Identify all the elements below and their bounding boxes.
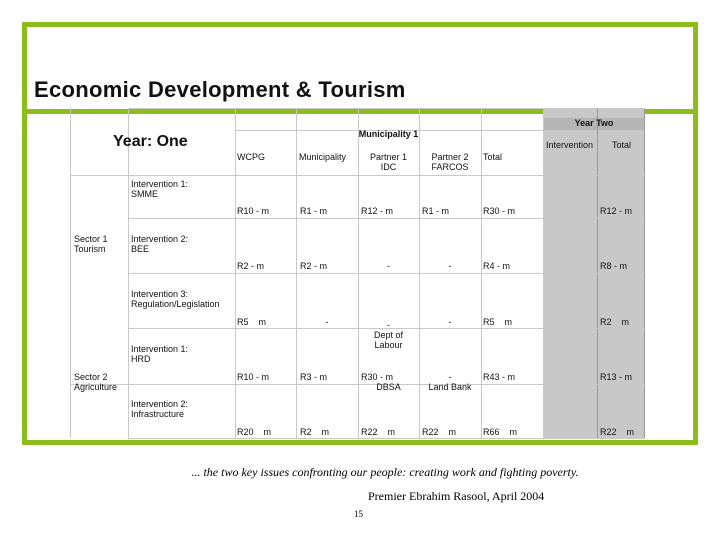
cell-partner2: - bbox=[448, 261, 452, 271]
cell-partner2: R1 - m bbox=[422, 206, 449, 216]
cell-municipality: R2 - m bbox=[300, 261, 327, 271]
sector-label: Sector 1 bbox=[74, 234, 108, 244]
col-header-wcpg: WCPG bbox=[237, 152, 265, 162]
col-header-total: Total bbox=[483, 152, 503, 162]
title-bar bbox=[27, 27, 693, 114]
grid-line bbox=[128, 273, 645, 274]
cell-partner2-note: Land Bank bbox=[428, 382, 472, 392]
cell-total: R30 - m bbox=[483, 206, 516, 216]
cell-y2-total: R13 - m bbox=[600, 372, 633, 382]
year-two-header: Year Two bbox=[574, 118, 614, 128]
intervention-name: SMME bbox=[131, 189, 158, 199]
cell-wcpg: R10 - m bbox=[237, 206, 270, 216]
col-header-y2-intervention: Intervention bbox=[546, 140, 594, 150]
sector-label: Tourism bbox=[74, 244, 106, 254]
cell-partner1: R12 - m bbox=[361, 206, 394, 216]
intervention-name: HRD bbox=[131, 354, 151, 364]
cell-partner1-note: DBSA bbox=[376, 382, 401, 392]
cell-partner1-note: Labour bbox=[374, 340, 403, 350]
quote-attribution: Premier Ebrahim Rasool, April 2004 bbox=[368, 489, 545, 503]
cell-partner1-note: Dept of bbox=[373, 330, 404, 340]
grid-line bbox=[128, 218, 645, 219]
intervention-label: Intervention 2: bbox=[131, 399, 189, 409]
cell-partner1: R22 m bbox=[361, 427, 396, 437]
col-header-municipality: Municipality bbox=[299, 152, 347, 162]
cell-partner2: - bbox=[448, 372, 452, 382]
cell-municipality: R2 m bbox=[300, 427, 330, 437]
grid-line bbox=[70, 175, 645, 176]
cell-municipality: R1 - m bbox=[300, 206, 327, 216]
cell-wcpg: R20 m bbox=[237, 427, 272, 437]
cell-total: R43 - m bbox=[483, 372, 516, 382]
cell-wcpg: R5 m bbox=[237, 317, 267, 327]
cell-wcpg: R2 - m bbox=[237, 261, 264, 271]
intervention-name: BEE bbox=[131, 244, 150, 254]
cell-partner1: - bbox=[387, 320, 390, 330]
municipality-group-header: Municipality 1 bbox=[358, 129, 419, 139]
sector-label: Agriculture bbox=[74, 382, 118, 392]
grid-line bbox=[128, 108, 645, 109]
year-one-heading: Year: One bbox=[113, 133, 188, 150]
cell-municipality: R3 - m bbox=[300, 372, 327, 382]
intervention-label: Intervention 1: bbox=[131, 344, 189, 354]
col-header-partner2: Partner 2 bbox=[431, 152, 469, 162]
intervention-label: Intervention 3: bbox=[131, 289, 189, 299]
grid-line bbox=[70, 108, 71, 438]
sector-label: Sector 2 bbox=[74, 372, 108, 382]
cell-partner1: - bbox=[387, 261, 390, 271]
intervention-name: Infrastructure bbox=[131, 409, 185, 419]
intervention-label: Intervention 1: bbox=[131, 179, 189, 189]
cell-y2-total: R12 - m bbox=[600, 206, 633, 216]
cell-y2-total: R8 - m bbox=[600, 261, 627, 271]
cell-total: R5 m bbox=[483, 317, 513, 327]
grid-line bbox=[128, 438, 645, 439]
col-header-partner2-sub: FARCOS bbox=[431, 162, 469, 172]
intervention-name: Regulation/Legislation bbox=[131, 299, 220, 309]
cell-partner2: - bbox=[448, 317, 452, 327]
slide-quote: ... the two key issues confronting our people: creating work and fighting poverty. bbox=[191, 465, 579, 479]
cell-y2-total: R22 m bbox=[600, 427, 635, 437]
col-header-partner1-sub: IDC bbox=[380, 162, 397, 172]
intervention-label: Intervention 2: bbox=[131, 234, 189, 244]
funding-table bbox=[70, 108, 645, 438]
slide-title: Economic Development & Tourism bbox=[34, 77, 406, 102]
page-number: 15 bbox=[354, 509, 363, 519]
cell-total: R4 - m bbox=[483, 261, 510, 271]
cell-partner2: R22 m bbox=[422, 427, 457, 437]
cell-municipality: - bbox=[325, 317, 329, 327]
cell-y2-total: R2 m bbox=[600, 317, 630, 327]
col-header-y2-total: Total bbox=[612, 140, 632, 150]
cell-partner1: R30 - m bbox=[361, 372, 394, 382]
cell-wcpg: R10 - m bbox=[237, 372, 270, 382]
cell-total: R66 m bbox=[483, 427, 518, 437]
col-header-partner1: Partner 1 bbox=[369, 152, 408, 162]
